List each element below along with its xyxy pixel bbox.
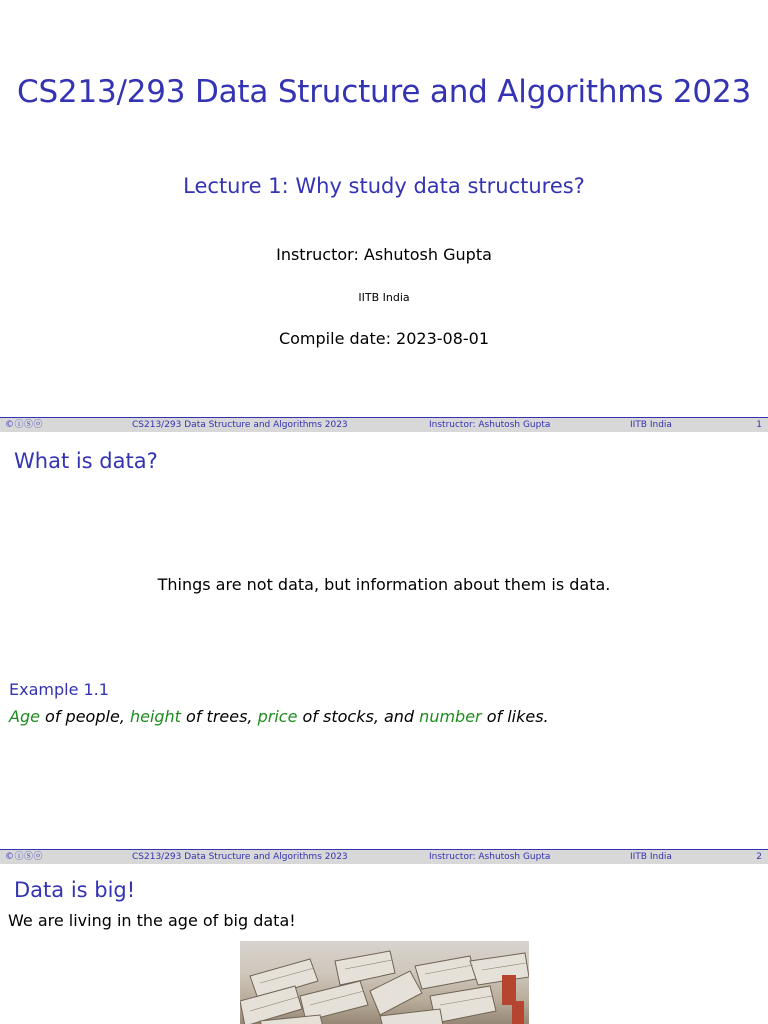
presentation-title: CS213/293 Data Structure and Algorithms 2023 bbox=[17, 74, 751, 110]
footer-institute: IITB India bbox=[630, 420, 672, 430]
footer-title: CS213/293 Data Structure and Algorithms 2023 bbox=[132, 420, 348, 430]
keyword-number: number bbox=[419, 707, 482, 726]
footer-institute: IITB India bbox=[630, 852, 672, 862]
example-label: Example 1.1 bbox=[9, 680, 109, 699]
example-fragment: of likes. bbox=[481, 707, 549, 726]
slide-3 bbox=[0, 864, 768, 1024]
compile-date: Compile date: 2023-08-01 bbox=[278, 329, 490, 348]
footer-author: Instructor: Ashutosh Gupta bbox=[429, 420, 551, 430]
cc-license-icon: ©ⓘⓈⓞ bbox=[5, 852, 44, 862]
frame-title: Data is big! bbox=[14, 878, 136, 902]
body-text: We are living in the age of big data! bbox=[8, 911, 296, 930]
example-fragment: of stocks, and bbox=[297, 707, 420, 726]
slide-footer bbox=[0, 849, 768, 864]
example-text bbox=[9, 707, 549, 726]
stacks-of-paper-files-photo bbox=[240, 941, 529, 1024]
slide-footer bbox=[0, 417, 768, 432]
footer-author: Instructor: Ashutosh Gupta bbox=[429, 852, 551, 862]
slide-1 bbox=[0, 0, 768, 417]
cc-license-icon: ©ⓘⓈⓞ bbox=[5, 420, 44, 430]
page-number: 1 bbox=[756, 420, 762, 430]
institute: IITB India bbox=[358, 291, 410, 304]
keyword-height: height bbox=[129, 707, 181, 726]
statement: Things are not data, but information about them is data. bbox=[157, 575, 611, 594]
lecture-subtitle: Lecture 1: Why study data structures? bbox=[183, 174, 585, 198]
frame-title: What is data? bbox=[14, 449, 158, 473]
page-number: 2 bbox=[756, 852, 762, 862]
keyword-price: price bbox=[257, 707, 298, 726]
author: Instructor: Ashutosh Gupta bbox=[276, 245, 492, 264]
slide-2 bbox=[0, 432, 768, 848]
keyword-age: Age bbox=[9, 707, 40, 726]
footer-title: CS213/293 Data Structure and Algorithms 2023 bbox=[132, 852, 348, 862]
example-fragment: of people, bbox=[39, 707, 130, 726]
example-fragment: of trees, bbox=[180, 707, 258, 726]
